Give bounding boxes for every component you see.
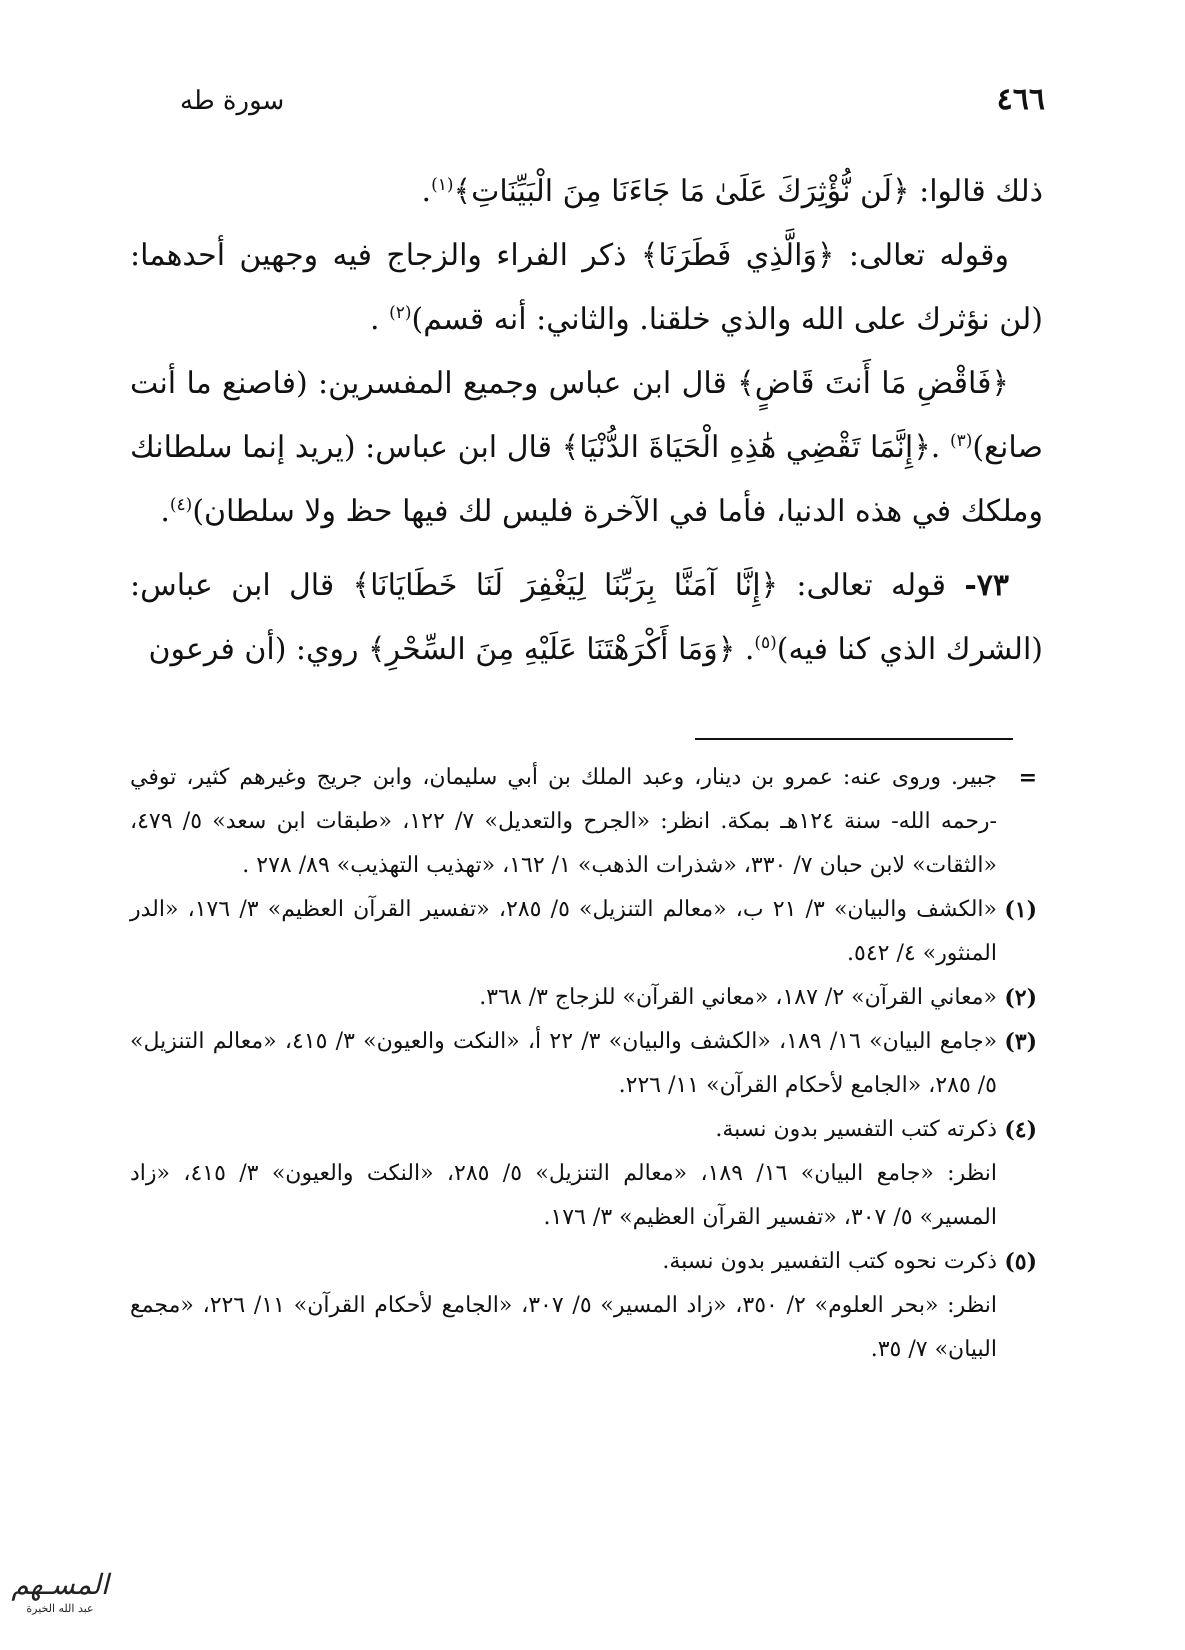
footnote-body: [130, 1020, 997, 1108]
footnote-mark: (٤): [1004, 1117, 1037, 1143]
paragraph-4: [130, 554, 1043, 682]
footnote-continued: [130, 756, 1037, 888]
footnote-3: [130, 1020, 1037, 1108]
footnote-line: انظر: «بحر العلوم» ٢/ ٣٥٠، «زاد المسير» ٥/ ٣٠٧، «الجامع لأحكام القرآن» ١١/ ٢٢٦، «مجمع البيان» ٧/ ٣٥.: [130, 1293, 998, 1362]
paragraph-2: [130, 224, 1043, 352]
footnote-body: [130, 1240, 997, 1372]
page-header: [180, 82, 1045, 132]
paragraph-3: [130, 352, 1043, 544]
verse-number: ٧٣-: [964, 568, 1009, 603]
watermark-logo: [10, 1568, 110, 1628]
footnote-line: «معاني القرآن» ٢/ ١٨٧، «معاني القرآن» للزجاج ٣/ ٣٦٨.: [479, 985, 997, 1010]
footnote-1: [130, 888, 1037, 976]
paragraph-1-text: ذلك قالوا: ﴿لَن نُّؤْثِرَكَ عَلَىٰ مَا جَاءَنَا مِنَ الْبَيِّنَاتِ﴾: [453, 174, 1043, 209]
footnote-ref-1: (١): [431, 175, 454, 195]
paragraph-3-end: .: [160, 494, 170, 529]
footnote-ref-3: (٣): [949, 431, 973, 451]
footnote-5: [130, 1240, 1037, 1372]
paragraph-1-end: .: [421, 174, 432, 209]
paragraph-3-text-1: ﴿فَاقْضِ مَا أَنتَ قَاضٍ﴾ قال ابن عباس وجميع المفسرين: (فاصنع ما أنت صانع): [130, 366, 1043, 465]
footnote-mark: (٢): [1004, 985, 1037, 1011]
footnote-line: «الكشف والبيان» ٣/ ٢١ ب، «معالم التنزيل» ٥/ ٢٨٥، «تفسير القرآن العظيم» ٣/ ١٧٦، «الدر المنثور» ٤/ ٥٤٢.: [130, 897, 997, 966]
footnote-mark: (٥): [1004, 1249, 1037, 1275]
footnote-ref-4: (٤): [169, 495, 193, 515]
footnote-separator: [695, 738, 1013, 740]
footnote-mark: =: [1018, 765, 1037, 791]
footnote-body: [130, 1108, 997, 1240]
watermark-logo-main: المسـهم: [11, 1568, 109, 1601]
footnote-4: [130, 1108, 1037, 1240]
footnote-2: [130, 976, 1037, 1020]
footnote-body: [130, 756, 997, 888]
footnote-mark: (١): [1004, 897, 1037, 923]
footnote-line: ذكرته كتب التفسير بدون نسبة.: [715, 1117, 997, 1142]
footnote-body: [130, 888, 997, 976]
footnote-line: «جامع البيان» ١٦/ ١٨٩، «الكشف والبيان» ٣/ ٢٢ أ، «النكت والعيون» ٣/ ٤١٥، «معالم التنزيل» ٥/ ٢٨٥، «الجامع لأحكام القرآن» ١١/ ٢٢٦.: [130, 1029, 998, 1098]
page-number: ٤٦٦: [996, 82, 1045, 117]
footnote-ref-2: (٢): [389, 303, 412, 323]
paragraph-1: [130, 160, 1043, 224]
footnote-line: ذكرت نحوه كتب التفسير بدون نسبة.: [662, 1249, 997, 1274]
footnote-line: جبير. وروى عنه: عمرو بن دينار، وعبد الملك بن أبي سليمان، وابن جريج وغيرهم كثير، توفي -رحمه الله- سنة ١٢٤هـ بمكة. انظر: «الجرح والتعديل» ٧/ ١٢٢، «طبقات ابن سعد» ٥/ ٤٧٩، «الثقات» لابن حبان ٧/ ٣٣٠، «شذرات الذهب» ١/ ١٦٢، «تهذيب التهذيب» ٨٩/ ٢٧٨ .: [130, 765, 997, 878]
footnote-body: [130, 976, 997, 1020]
main-text: [130, 160, 1043, 682]
footnote-ref-5: (٥): [754, 633, 777, 653]
surah-name: سورة طه: [180, 86, 285, 116]
paragraph-2-end: .: [369, 302, 390, 337]
paragraph-4-text-2: . ﴿وَمَا أَكْرَهْتَنَا عَلَيْهِ مِنَ السِّحْرِ﴾ روي: (أن فرعون: [148, 632, 755, 667]
paragraph-2-text: وقوله تعالى: ﴿وَالَّذِي فَطَرَنَا﴾ ذكر الفراء والزجاج فيه وجهين أحدهما: (لن نؤثرك على الله والذي خلقنا. والثاني: أنه قسم): [130, 238, 1043, 337]
footnote-mark: (٣): [1004, 1029, 1037, 1055]
paragraph-4-text-1: قوله تعالى: ﴿إِنَّا آمَنَّا بِرَبِّنَا لِيَغْفِرَ لَنَا خَطَايَانَا﴾ قال ابن عباس: (الشرك الذي كنا فيه): [130, 568, 1043, 667]
footnotes: [130, 756, 1037, 1372]
footnote-line: انظر: «جامع البيان» ١٦/ ١٨٩، «معالم التنزيل» ٥/ ٢٨٥، «النكت والعيون» ٣/ ٤١٥، «زاد المسير» ٥/ ٣٠٧، «تفسير القرآن العظيم» ٣/ ١٧٦.: [130, 1161, 998, 1230]
paragraph-3-text-2: .﴿إِنَّمَا تَقْضِي هَٰذِهِ الْحَيَاةَ الدُّنْيَا﴾ قال ابن عباس: (يريد إنما سلطانك وملكك في هذه الدنيا، فأما في الآخرة فليس لك فيها حظ ولا سلطان): [130, 430, 1043, 529]
watermark-logo-small: عبد الله الخيرة: [26, 1602, 94, 1615]
